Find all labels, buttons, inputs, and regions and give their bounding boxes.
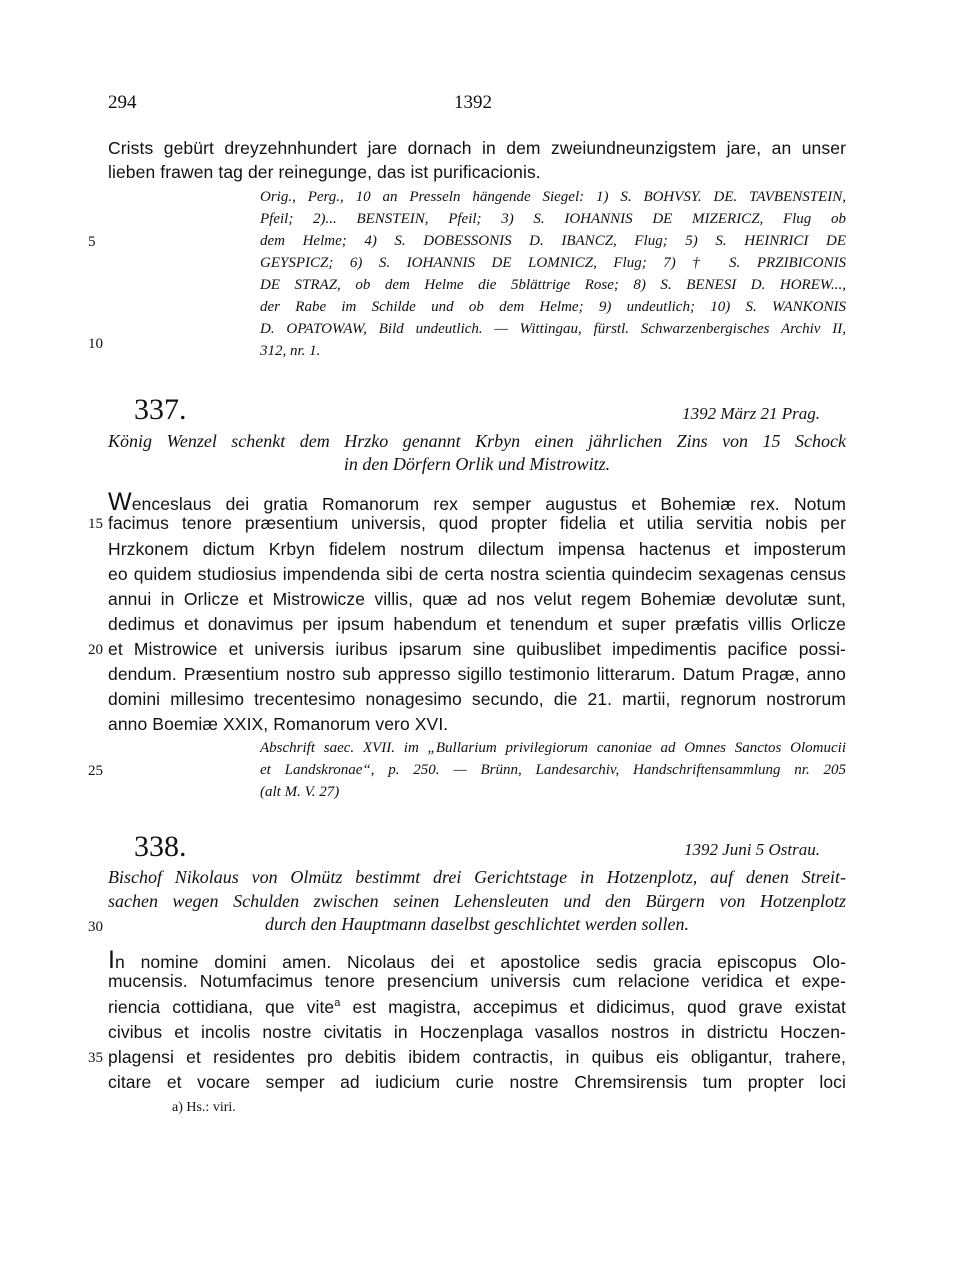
text-line: In nomine domini amen. Nicolaus dei et apostolice sedis gracia episcopus Olo- (108, 946, 846, 974)
margin-line-number: 10 (88, 336, 103, 352)
regest-line: durch den Hauptmann daselbst geschlichtet werden sollen. (264, 914, 690, 934)
text-line: facimus tenore præsentium universis, quod propter fidelia et utilia servitia nobis per (108, 513, 846, 533)
text-line: citare et vocare semper ad iudicium curie nostre Chremsirensis tum propter loci (108, 1072, 846, 1092)
initial-letter: W (108, 488, 132, 516)
note-line: Abschrift saec. XVII. im „Bullarium privilegiorum canoniae ad Omnes Sanctos Olomucii (260, 740, 846, 756)
regest-line: sachen wegen Schulden zwischen seinen Lehensleuten und den Bürgern von Hotzenplotz (108, 891, 846, 911)
document-date: 1392 März 21 Prag. (682, 404, 820, 423)
note-line: Orig., Perg., 10 an Presseln hängende Siegel: 1) S. BOHVSY. DE. TAVBENSTEIN, (260, 189, 846, 205)
note-line: GEYSPICZ; 6) S. IOHANNIS DE LOMNICZ, Flug; 7) † S. PRZIBICONIS (260, 255, 846, 271)
footnote: a) Hs.: viri. (172, 1100, 236, 1115)
note-line: et Landskronae“, p. 250. — Brünn, Landesarchiv, Handschriftensammlung nr. 205 (260, 762, 846, 778)
margin-line-number: 15 (88, 516, 103, 532)
margin-line-number: 25 (88, 763, 103, 779)
regest-line: in den Dörfern Orlik und Mistrowitz. (343, 454, 611, 474)
regest-line: Bischof Nikolaus von Olmütz bestimmt drei Gerichtstage in Hotzenplotz, auf denen Streit- (108, 867, 846, 887)
note-line: D. OPATOWAW, Bild undeutlich. — Wittingau, fürstl. Schwarzenbergisches Archiv II, (260, 321, 846, 337)
text-line: mucensis. Notumfacimus tenore presencium universis cum relacione veridica et expe- (108, 971, 846, 991)
text-line: anno Boemiæ XXIX, Romanorum vero XVI. (108, 714, 449, 734)
text-line: dedimus et donavimus per ipsum habendum et tenendum et super præfatis villis Orlicze (108, 614, 846, 634)
document-number: 338. (134, 830, 187, 863)
document-date: 1392 Juni 5 Ostrau. (684, 840, 820, 859)
text-line: et Mistrowice et universis iuribus ipsarum sine quibuslibet impedimentis pacifice possi- (108, 639, 846, 659)
text-line: eo quidem studiosius impendenda sibi de certa nostra scientia quindecim sexagenas census (108, 564, 846, 584)
document-number: 337. (134, 393, 187, 426)
intro-line: lieben frawen tag der reinegunge, das ist purificacionis. (108, 162, 541, 182)
text-line: civibus et incolis nostre civitatis in Hoczenplaga vasallos nostros in districtu Hoczen- (108, 1022, 846, 1042)
initial-letter: I (108, 946, 116, 974)
text-line: annui in Orlicze et Mistrowicze villis, quæ ad nos velut regem Bohemiæ devolutæ sunt, (108, 589, 846, 609)
margin-line-number: 35 (88, 1050, 103, 1066)
margin-line-number: 5 (88, 234, 96, 250)
text-line: Wenceslaus dei gratia Romanorum rex semper augustus et Bohemiæ rex. Notum (108, 488, 846, 516)
note-line: der Rabe im Schilde und ob dem Helme; 9) undeutlich; 10) S. WANKONIS (260, 299, 846, 315)
footnote-mark: a (334, 997, 341, 1010)
note-line: dem Helme; 4) S. DOBESSONIS D. IBANCZ, Flug; 5) S. HEINRICI DE (260, 233, 846, 249)
text-line: domini millesimo trecentesimo nonagesimo secundo, die 21. martii, regnorum nostrorum (108, 689, 846, 709)
note-line: Pfeil; 2)... BENSTEIN, Pfeil; 3) S. IOHANNIS DE MIZERICZ, Flug ob (260, 211, 846, 227)
margin-line-number: 20 (88, 642, 103, 658)
text-line: riencia cottidiana, que vite$^a$ est magistra, accepimus et didicimus, quod grave existat (108, 997, 847, 1017)
text-line: plagensi et residentes pro debitis ibidem contractis, in quibus eis obligantur, trahere, (108, 1047, 846, 1067)
margin-line-number: 30 (88, 919, 103, 935)
page-number: 294 (108, 92, 137, 113)
note-line: (alt M. V. 27) (260, 784, 340, 800)
text-line: Hrzkonem dictum Krbyn fidelem nostrum dilectum impensa hactenus et imposterum (108, 539, 846, 559)
regest-line: König Wenzel schenkt dem Hrzko genannt Krbyn einen jährlichen Zins von 15 Schock (108, 431, 846, 451)
intro-line: Crists gebürt dreyzehnhundert jare dornach in dem zweiundneunzigstem jare, an unser (108, 138, 846, 158)
running-head-year: 1392 (454, 92, 492, 113)
note-line: DE STRAZ, ob dem Helme die 5blättrige Rose; 8) S. BENESI D. HOREW..., (260, 277, 846, 293)
text-line: dendum. Præsentium nostro sub appresso sigillo testimonio litterarum. Datum Pragæ, anno (108, 664, 846, 684)
note-line: 312, nr. 1. (260, 343, 321, 359)
